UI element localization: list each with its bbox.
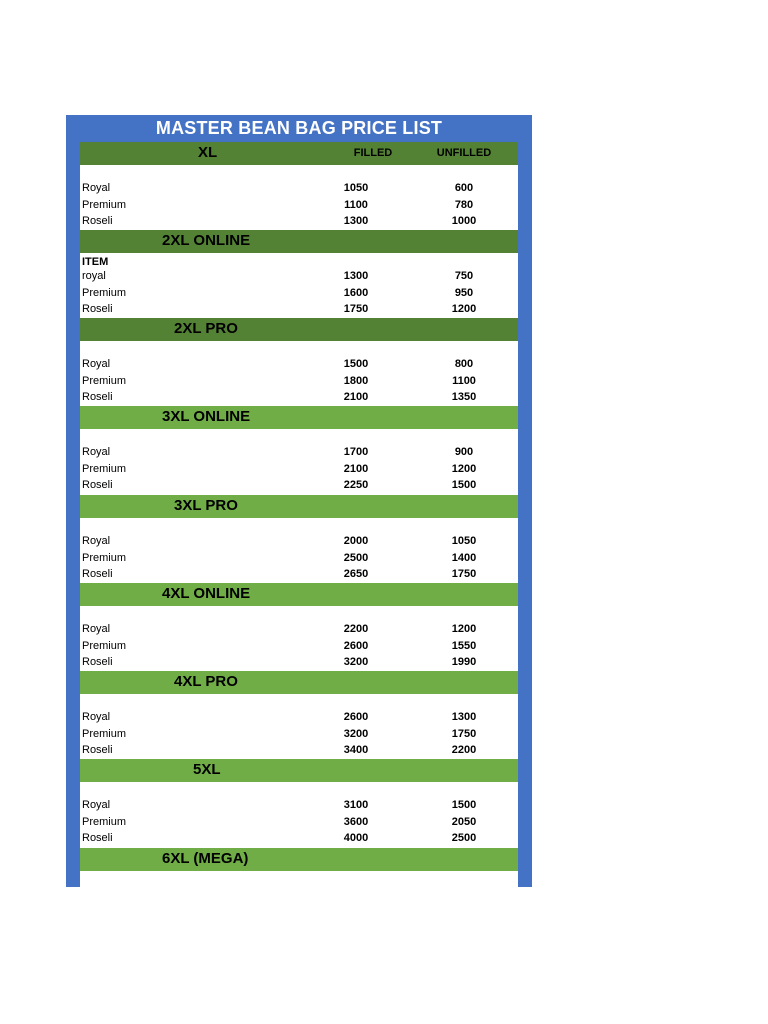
filled-price: 2100 (343, 462, 369, 475)
table-row (80, 285, 518, 301)
row-label: Premium (82, 198, 127, 211)
filled-price: 3100 (343, 799, 369, 811)
row-label: Premium (82, 374, 127, 387)
unfilled-price: 1350 (451, 391, 477, 403)
row-label: Royal (82, 799, 111, 811)
unfilled-price: 2050 (451, 815, 477, 828)
section-name: 3XL PRO (174, 497, 238, 514)
price-table (80, 142, 518, 887)
section-header (80, 759, 518, 782)
row-label: Premium (82, 462, 127, 475)
filled-price: 2600 (343, 711, 369, 723)
row-label: Premium (82, 551, 127, 564)
unfilled-price: 1500 (451, 799, 477, 811)
section-name: 4XL ONLINE (162, 585, 251, 602)
filled-price: 1500 (343, 358, 369, 370)
section-header (80, 583, 518, 606)
page-title: MASTER BEAN BAG PRICE LIST (155, 118, 443, 138)
filled-price: 2200 (343, 623, 369, 635)
unfilled-price: 900 (454, 446, 474, 458)
filled-price: 2500 (343, 551, 369, 564)
table-row (80, 814, 518, 830)
row-label: Roseli (82, 744, 113, 756)
row-label: Roseli (82, 479, 113, 491)
section-header (80, 495, 518, 518)
row-label: Royal (82, 623, 111, 635)
table-row (80, 389, 518, 405)
unfilled-price: 2500 (451, 832, 477, 844)
row-label: Roseli (82, 215, 113, 227)
section-name: 5XL (193, 761, 221, 778)
filled-price: 3200 (343, 656, 369, 668)
row-label: Roseli (82, 391, 113, 403)
table-row (80, 654, 518, 670)
unfilled-price: 1550 (451, 639, 477, 652)
section-name: 4XL PRO (174, 673, 238, 690)
row-label: Royal (82, 358, 111, 370)
section-header (80, 318, 518, 341)
section-name: 2XL ONLINE (162, 232, 251, 249)
table-row (80, 301, 518, 317)
row-label: Premium (82, 727, 127, 740)
unfilled-price: 800 (454, 358, 474, 370)
filled-price: 1700 (343, 446, 369, 458)
filled-price: 1050 (343, 182, 369, 194)
section-name: XL (198, 144, 218, 161)
price-list-sheet (66, 115, 532, 887)
unfilled-price: 2200 (451, 744, 477, 756)
filled-price: 1800 (343, 374, 369, 387)
table-row (80, 356, 518, 372)
unfilled-price: 1000 (451, 215, 477, 227)
table-row (80, 461, 518, 477)
table-row (80, 830, 518, 846)
filled-price: 2650 (343, 568, 369, 580)
section-header (80, 142, 518, 165)
filled-price: 3200 (343, 727, 369, 740)
table-row (80, 742, 518, 758)
item-label: ITEM (82, 256, 109, 268)
unfilled-price: 1100 (452, 374, 476, 387)
section-name: 3XL ONLINE (162, 408, 251, 425)
filled-price: 2250 (343, 479, 369, 491)
section-header (80, 406, 518, 429)
table-row (80, 533, 518, 549)
unfilled-price: 1400 (451, 551, 477, 564)
unfilled-price: 1990 (451, 656, 477, 668)
row-label: Royal (82, 711, 111, 723)
row-label: Premium (82, 286, 127, 299)
table-row (80, 726, 518, 742)
filled-price: 1100 (344, 198, 368, 211)
filled-price: 1600 (343, 286, 369, 299)
table-row (80, 373, 518, 389)
filled-price: 1300 (343, 215, 369, 227)
table-row (80, 197, 518, 213)
unfilled-price: 1200 (451, 303, 477, 315)
row-label: Premium (82, 815, 127, 828)
unfilled-price: 1050 (451, 535, 477, 547)
unfilled-price: 950 (454, 286, 474, 299)
row-label: Roseli (82, 656, 113, 668)
filled-price: 4000 (343, 832, 369, 844)
unfilled-price: 1750 (451, 727, 477, 740)
row-label: royal (82, 270, 106, 282)
table-row (80, 797, 518, 813)
section-header (80, 671, 518, 694)
filled-price: 2100 (343, 391, 369, 403)
table-row (80, 638, 518, 654)
row-label: Premium (82, 639, 127, 652)
column-header-filled: FILLED (353, 147, 393, 159)
section-name: 6XL (MEGA) (162, 850, 249, 867)
row-label: Royal (82, 535, 111, 547)
section-header (80, 230, 518, 253)
unfilled-price: 1750 (451, 568, 477, 580)
filled-price: 3400 (343, 744, 369, 756)
unfilled-price: 1500 (451, 479, 477, 491)
table-row (80, 621, 518, 637)
table-row (80, 213, 518, 229)
unfilled-price: 600 (454, 182, 474, 194)
filled-price: 2600 (343, 639, 369, 652)
row-label: Roseli (82, 568, 113, 580)
filled-price: 3600 (343, 815, 369, 828)
column-header-unfilled: UNFILLED (436, 147, 492, 159)
row-label: Royal (82, 446, 111, 458)
row-label: Royal (82, 182, 111, 194)
filled-price: 2000 (343, 535, 369, 547)
unfilled-price: 750 (454, 270, 474, 282)
unfilled-price: 780 (454, 198, 474, 211)
table-row (80, 566, 518, 582)
unfilled-price: 1200 (451, 462, 477, 475)
unfilled-price: 1300 (451, 711, 477, 723)
table-row (80, 268, 518, 284)
table-row (80, 709, 518, 725)
table-row (80, 180, 518, 196)
unfilled-price: 1200 (451, 623, 477, 635)
table-row (80, 550, 518, 566)
section-header (80, 848, 518, 871)
row-label: Roseli (82, 303, 113, 315)
filled-price: 1750 (343, 303, 369, 315)
filled-price: 1300 (343, 270, 369, 282)
table-row (80, 444, 518, 460)
section-name: 2XL PRO (174, 320, 238, 337)
table-row (80, 477, 518, 493)
row-label: Roseli (82, 832, 113, 844)
